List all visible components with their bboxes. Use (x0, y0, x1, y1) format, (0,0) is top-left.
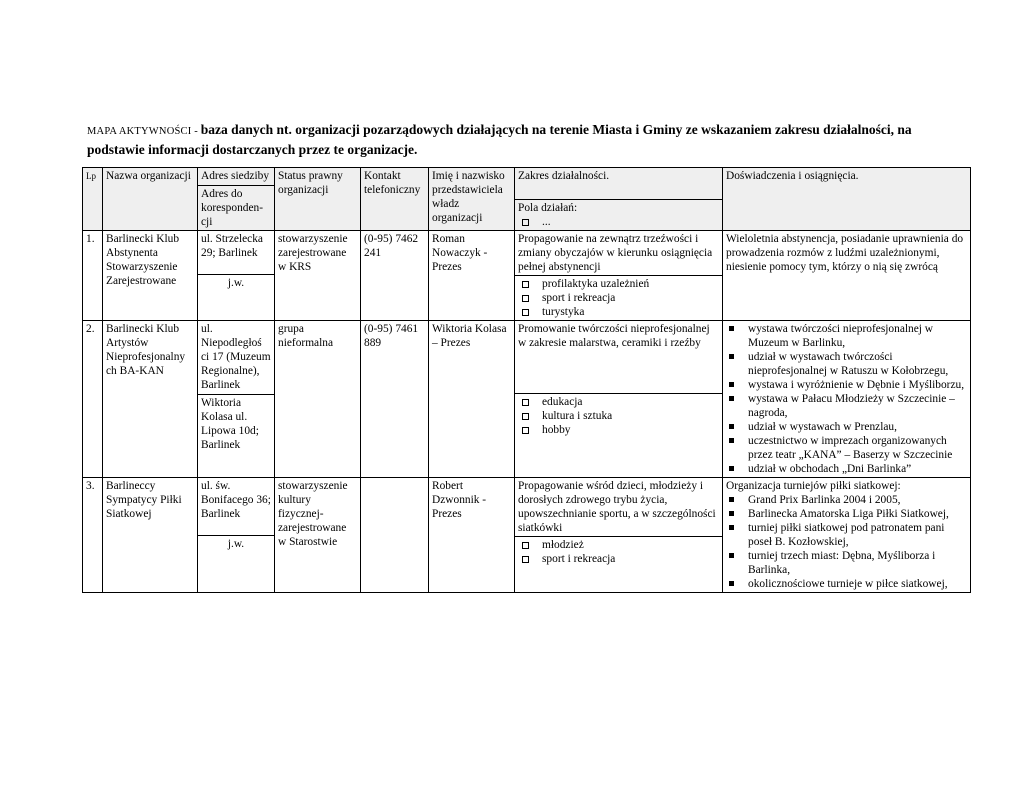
title-main: baza danych nt. organizacji pozarządowych działających na terenie Miasta i Gminy ze wskazaniem zakresu działalności, na podstawie informacji dostarczanych przez te organizacje. (87, 122, 912, 157)
document-title (87, 121, 937, 159)
row-pola-list (515, 393, 722, 437)
list-item: turniej trzech miast: Dębna, Myśliborza i Barlinka, (726, 549, 967, 577)
table-row (83, 321, 971, 478)
row-dosw-text: Organizacja turniejów piłki siatkowej: (726, 480, 901, 492)
row-zakres (515, 231, 723, 321)
row-status: grupa nieformalna (275, 321, 361, 478)
organizations-table (82, 167, 971, 593)
list-item: Grand Prix Barlinka 2004 i 2005, (726, 493, 967, 507)
table-header-row (83, 168, 971, 231)
list-item: uczestnictwo w imprezach organizowanych przez teatr „KANA” – Baserzy w Szczecinie (726, 434, 967, 462)
list-item: wystawa i wyróżnienie w Dębnie i Myśliborzu, (726, 378, 967, 392)
list-item: młodzież (518, 538, 719, 552)
table-row (83, 231, 971, 321)
row-doswiadczenia (723, 321, 971, 478)
row-pola-list (515, 536, 722, 566)
row-adres-korespondencji: Wiktoria Kolasa ul. Lipowa 10d; Barlinek (198, 394, 274, 452)
list-item: profilaktyka uzależnień (518, 277, 719, 291)
row-imie: Roman Nowaczyk - Prezes (429, 231, 515, 321)
row-pola-list (515, 275, 722, 319)
list-item: sport i rekreacja (518, 291, 719, 305)
row-doswiadczenia: Wieloletnia abstynencja, posiadanie uprawnienia do prowadzenia rozmów z ludźmi uzależnionymi, niesienie pomocy tym, którzy o nią się zwrócą (723, 231, 971, 321)
row-kontakt: (0-95) 7462 241 (361, 231, 429, 321)
row-nazwa: Barlinecki Klub Artystów Nieprofesjonalny ch BA-KAN (103, 321, 198, 478)
row-adres (198, 321, 275, 478)
title-prefix: MAPA AKTYWNOŚCI - (87, 126, 201, 137)
list-item: udział w wystawach twórczości nieprofesjonalnej w Ratuszu w Kołobrzegu, (726, 350, 967, 378)
header-zakres-label: Zakres działalności. (518, 170, 610, 182)
header-zakres (515, 168, 723, 231)
list-item: sport i rekreacja (518, 552, 719, 566)
row-lp: 2. (83, 321, 103, 478)
row-nazwa: Barlineccy Sympatycy Piłki Siatkowej (103, 478, 198, 593)
row-status: stowarzyszenie kultury fizycznej-zarejestrowane w Starostwie (275, 478, 361, 593)
row-status: stowarzyszenie zarejestrowane w KRS (275, 231, 361, 321)
list-item: udział w wystawach w Prenzlau, (726, 420, 967, 434)
list-item: edukacja (518, 395, 719, 409)
row-zakres (515, 478, 723, 593)
header-nazwa: Nazwa organizacji (103, 168, 198, 231)
row-zakres-text: Propagowanie wśród dzieci, młodzieży i dorosłych zdrowego trybu życia, upowszechnianie sportu, a w szczególności siatkówki (518, 480, 716, 534)
header-adres-korespondencji: Adres do koresponden-cji (198, 185, 274, 229)
list-item: turystyka (518, 305, 719, 319)
header-doswiadczenia: Doświadczenia i osiągnięcia. (723, 168, 971, 231)
list-item: wystawa twórczości nieprofesjonalnej w Muzeum w Barlinku, (726, 322, 967, 350)
row-kontakt (361, 478, 429, 593)
row-dosw-list (726, 493, 967, 591)
header-adres (198, 168, 275, 231)
header-imie: Imię i nazwisko przedstawiciela władz organizacji (429, 168, 515, 231)
row-adres-siedziby: ul. Strzelecka 29; Barlinek (201, 233, 263, 259)
header-pola (515, 199, 722, 229)
row-zakres-text: Propagowanie na zewnątrz trzeźwości i zmiany obyczajów w kierunku osiągnięcia pełnej abstynencji (518, 233, 713, 273)
row-lp: 3. (83, 478, 103, 593)
row-adres-korespondencji: j.w. (198, 274, 274, 290)
row-kontakt: (0-95) 7461 889 (361, 321, 429, 478)
list-item: Barlinecka Amatorska Liga Piłki Siatkowej, (726, 507, 967, 521)
row-lp: 1. (83, 231, 103, 321)
header-lp: Lp (83, 168, 103, 231)
list-item: turniej piłki siatkowej pod patronatem pani poseł B. Kozłowskiej, (726, 521, 967, 549)
row-adres (198, 478, 275, 593)
row-zakres (515, 321, 723, 478)
header-pola-label: Pola działań: (518, 202, 578, 214)
list-item: hobby (518, 423, 719, 437)
row-adres (198, 231, 275, 321)
header-kontakt: Kontakt telefoniczny (361, 168, 429, 231)
list-item: kultura i sztuka (518, 409, 719, 423)
row-adres-korespondencji: j.w. (198, 535, 274, 551)
list-item: wystawa w Pałacu Młodzieży w Szczecinie – nagroda, (726, 392, 967, 420)
table-row (83, 478, 971, 593)
list-item: okolicznościowe turnieje w piłce siatkowej, (726, 577, 967, 591)
row-dosw-list (726, 322, 967, 476)
row-imie: Wiktoria Kolasa – Prezes (429, 321, 515, 478)
row-adres-siedziby: ul. Niepodległoś ci 17 (Muzeum Regionalne), Barlinek (201, 323, 271, 391)
header-adres-siedziby: Adres siedziby (201, 170, 270, 182)
row-adres-siedziby: ul. św. Bonifacego 36; Barlinek (201, 480, 271, 520)
list-item: udział w obchodach „Dni Barlinka” (726, 462, 967, 476)
row-imie: Robert Dzwonnik - Prezes (429, 478, 515, 593)
row-nazwa: Barlinecki Klub Abstynenta Stowarzyszenie Zarejestrowane (103, 231, 198, 321)
header-pola-item: ... (518, 215, 719, 229)
header-status: Status prawny organizacji (275, 168, 361, 231)
row-doswiadczenia (723, 478, 971, 593)
row-zakres-text: Promowanie twórczości nieprofesjonalnej w zakresie malarstwa, ceramiki i rzeźby (518, 323, 710, 349)
